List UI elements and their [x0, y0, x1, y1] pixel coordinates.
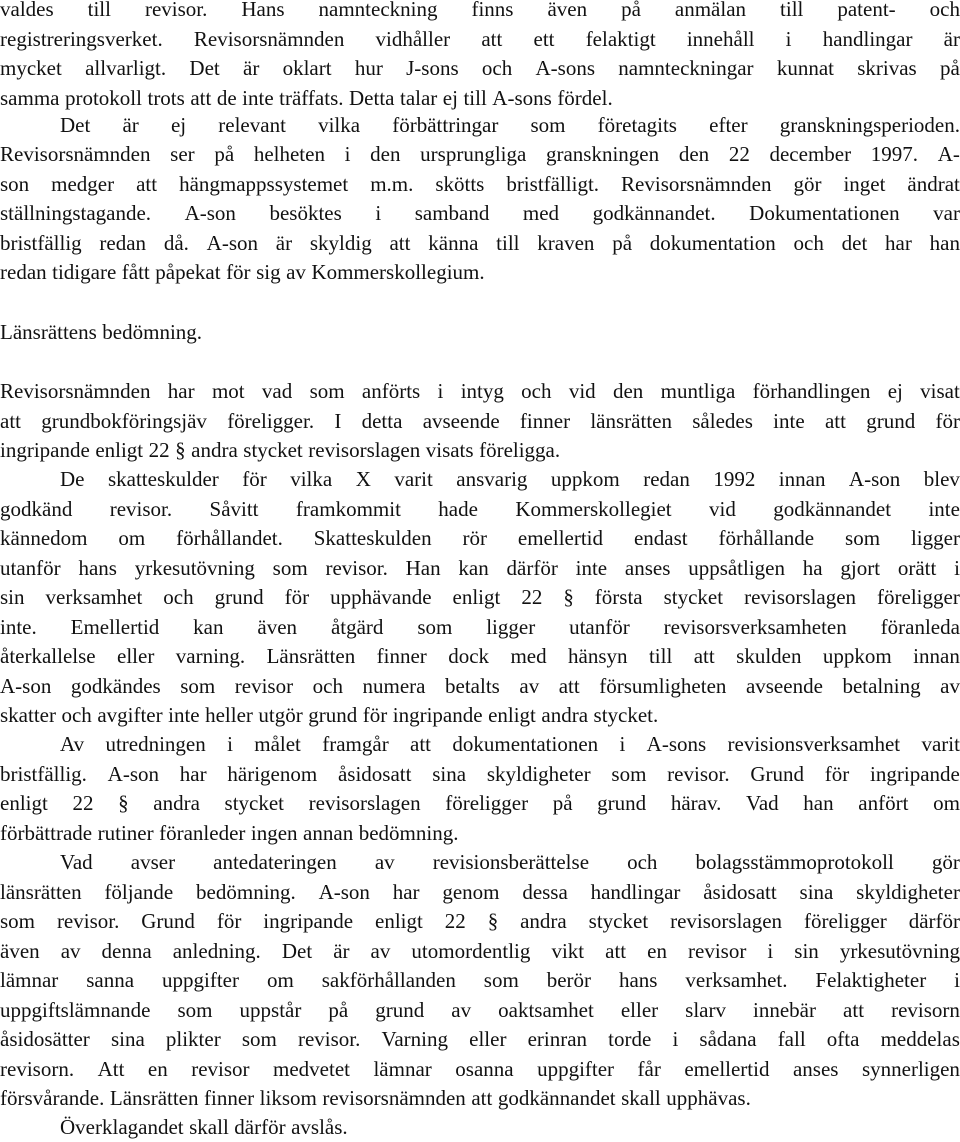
text-line: även av denna anledning. Det är av utomordentlig vikt att en revisor i sin yrkesutövning: [0, 938, 960, 963]
text-line: valdes till revisor. Hans namnteckning finns även på anmälan till patent- och: [0, 0, 960, 21]
text-line: ställningstagande. A-son besöktes i samband med godkännandet. Dokumentationen var: [0, 201, 960, 226]
text-line: att grundbokföringsjäv föreligger. I detta avseende finner länsrätten således inte att grund för: [0, 408, 960, 433]
text-line: uppgiftslämnande som uppstår på grund av oaktsamhet eller slarv innebär att revisorn: [0, 997, 960, 1022]
text-line: Länsrättens bedömning.: [0, 320, 203, 344]
text-line: De skatteskulder för vilka X varit ansvarig uppkom redan 1992 innan A-son blev: [60, 467, 960, 491]
text-line: samma protokoll trots att de inte träffats. Detta talar ej till A-sons fördel.: [0, 85, 613, 110]
text-line: ingripande enligt 22 § andra stycket revisorslagen visats föreligga.: [0, 438, 561, 462]
text-line: bristfällig. A-son har härigenom åsidosatt sina skyldigheter som revisor. Grund för ingripande: [0, 761, 960, 786]
text-line: redan tidigare fått påpekat för sig av Kommerskollegium.: [0, 260, 485, 284]
text-line: son medger att hängmappssystemet m.m. skötts bristfälligt. Revisorsnämnden gör inget ändrat: [0, 171, 960, 196]
text-line: Det är ej relevant vilka förbättringar som företagits efter granskningsperioden.: [60, 113, 960, 137]
text-line: lämnar sanna uppgifter om sakförhållanden som berör hans verksamhet. Felaktigheter i: [0, 968, 960, 992]
text-line: Revisorsnämnden ser på helheten i den ursprungliga granskningen den 22 december 1997. A-: [0, 142, 960, 167]
text-line: registreringsverket. Revisorsnämnden vidhåller att ett felaktigt innehåll i handlingar är: [0, 26, 960, 51]
text-line: A-son godkändes som revisor och numera betalts av att försumligheten avseende betalning av: [0, 673, 960, 698]
text-line: revisorn. Att en revisor medvetet lämnar osanna uppgifter får emellertid anses synnerligen: [0, 1056, 960, 1081]
text-line: bristfällig redan då. A-son är skyldig att känna till kraven på dokumentation och det har han: [0, 230, 960, 255]
text-line: godkänd revisor. Såvitt framkommit hade Kommerskollegiet vid godkännandet inte: [0, 496, 960, 521]
text-line: återkallelse eller varning. Länsrätten finner dock med hänsyn till att skulden uppkom innan: [0, 644, 960, 668]
text-line: skatter och avgifter inte heller utgör grund för ingripande enligt andra stycket.: [0, 703, 659, 727]
text-line: inte. Emellertid kan även åtgärd som ligger utanför revisorsverksamheten föranleda: [0, 614, 960, 639]
text-line: förbättrade rutiner föranleder ingen annan bedömning.: [0, 820, 459, 845]
text-line: kännedom om förhållandet. Skatteskulden rör emellertid endast förhållande som ligger: [0, 526, 960, 550]
text-line: utanför hans yrkesutövning som revisor. Han kan därför inte anses uppsåtligen ha gjort orätt i: [0, 555, 960, 580]
text-line: Av utredningen i målet framgår att dokumentationen i A-sons revisionsverksamhet varit: [60, 732, 960, 756]
text-line: sin verksamhet och grund för upphävande enligt 22 § första stycket revisorslagen föreligger: [0, 585, 960, 609]
text-line: Vad avser antedateringen av revisionsberättelse och bolagsstämmoprotokoll gör: [60, 850, 960, 874]
text-line: mycket allvarligt. Det är oklart hur J-sons och A-sons namnteckningar kunnat skrivas på: [0, 56, 960, 80]
text-line: länsrätten följande bedömning. A-son har genom dessa handlingar åsidosatt sina skyldigheter: [0, 879, 960, 904]
text-line: Överklagandet skall därför avslås.: [60, 1115, 348, 1139]
text-line: Revisorsnämnden har mot vad som anförts i intyg och vid den muntliga förhandlingen ej visat: [0, 379, 960, 403]
text-line: som revisor. Grund för ingripande enligt 22 § andra stycket revisorslagen föreligger därför: [0, 909, 960, 933]
text-line: enligt 22 § andra stycket revisorslagen föreligger på grund härav. Vad han anfört om: [0, 791, 960, 815]
text-line: åsidosätter sina plikter som revisor. Varning eller erinran torde i sådana fall ofta meddelas: [0, 1027, 960, 1051]
text-line: försvårande. Länsrätten finner liksom revisorsnämnden att godkännandet skall upphävas.: [0, 1086, 751, 1110]
